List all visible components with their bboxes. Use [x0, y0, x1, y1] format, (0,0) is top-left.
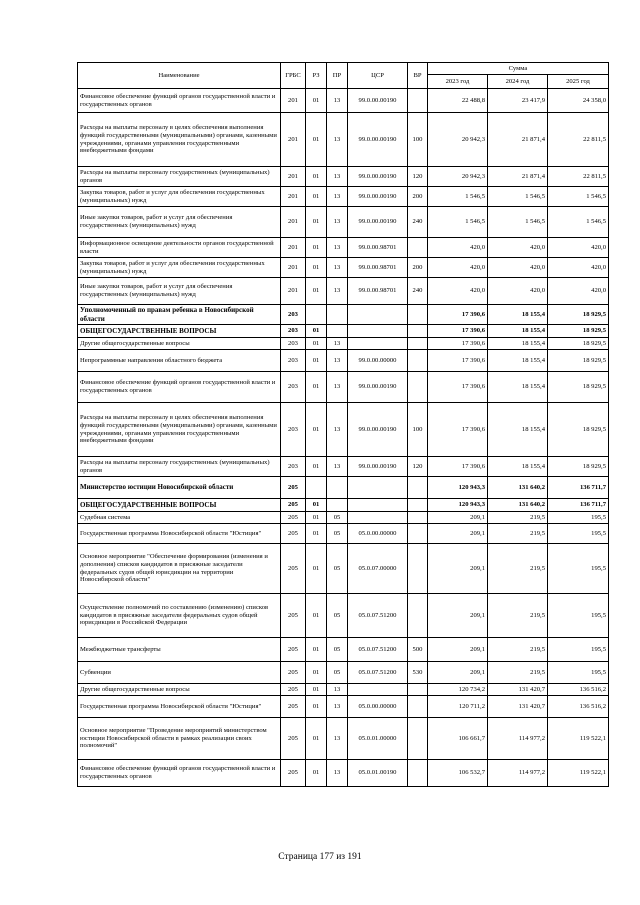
table-row: [78, 457, 609, 477]
cell-sum-2023: 17 390,6: [428, 338, 488, 350]
cell-csr: 05.0.00.00000: [348, 696, 408, 718]
table-row: [78, 684, 609, 696]
cell-sum-2024: 219,5: [488, 512, 548, 524]
table-row: [78, 760, 609, 787]
cell-csr: 99.0.00.00190: [348, 207, 408, 238]
cell-grbs: 201: [281, 278, 306, 305]
cell-rz: 01: [306, 89, 327, 113]
cell-sum-2023: 1 546,5: [428, 207, 488, 238]
cell-sum-2023: 1 546,5: [428, 187, 488, 207]
cell-name: Межбюджетные трансферты: [78, 638, 281, 662]
cell-grbs: 205: [281, 760, 306, 787]
cell-csr: [348, 499, 408, 512]
cell-pr: [327, 325, 348, 338]
cell-sum-2023: 120 943,3: [428, 499, 488, 512]
cell-vr: [408, 238, 428, 258]
cell-vr: 120: [408, 167, 428, 187]
cell-name: Судебная система: [78, 512, 281, 524]
cell-vr: [408, 684, 428, 696]
cell-vr: [408, 696, 428, 718]
table-row: [78, 544, 609, 594]
table-row: [78, 305, 609, 325]
cell-rz: 01: [306, 696, 327, 718]
cell-sum-2024: 131 640,2: [488, 499, 548, 512]
cell-rz: 01: [306, 350, 327, 372]
cell-pr: [327, 499, 348, 512]
table-row: [78, 187, 609, 207]
cell-csr: [348, 305, 408, 325]
table-body: [78, 89, 609, 787]
cell-sum-2023: 17 390,6: [428, 350, 488, 372]
cell-rz: 01: [306, 403, 327, 457]
cell-sum-2025: 1 546,5: [548, 187, 609, 207]
cell-sum-2024: 219,5: [488, 638, 548, 662]
cell-sum-2023: 20 942,3: [428, 167, 488, 187]
cell-vr: [408, 372, 428, 403]
table-row: [78, 238, 609, 258]
cell-pr: 13: [327, 403, 348, 457]
cell-sum-2025: 195,5: [548, 524, 609, 544]
cell-name: Расходы на выплаты персоналу государственных (муниципальных) органов: [78, 457, 281, 477]
cell-grbs: 205: [281, 544, 306, 594]
table-row: [78, 350, 609, 372]
cell-sum-2025: 195,5: [548, 512, 609, 524]
cell-grbs: 203: [281, 305, 306, 325]
cell-grbs: 205: [281, 512, 306, 524]
cell-name: Государственная программа Новосибирской области "Юстиция": [78, 524, 281, 544]
cell-vr: 100: [408, 113, 428, 167]
cell-sum-2023: 17 390,6: [428, 403, 488, 457]
header-sum: Сумма: [428, 63, 609, 75]
cell-sum-2023: 22 488,8: [428, 89, 488, 113]
table-row: [78, 638, 609, 662]
cell-grbs: 205: [281, 594, 306, 638]
cell-csr: [348, 684, 408, 696]
cell-sum-2025: 195,5: [548, 544, 609, 594]
cell-name: Другие общегосударственные вопросы: [78, 684, 281, 696]
cell-name: Закупка товаров, работ и услуг для обеспечения государственных (муниципальных) нужд: [78, 258, 281, 278]
cell-sum-2025: 22 811,5: [548, 113, 609, 167]
cell-name: Осуществление полномочий по составлению (изменению) списков кандидатов в присяжные заседатели федеральных судов общей юрисдикции в Российской Федерации: [78, 594, 281, 638]
cell-sum-2024: 18 155,4: [488, 325, 548, 338]
cell-grbs: 205: [281, 477, 306, 499]
cell-grbs: 201: [281, 113, 306, 167]
cell-csr: 99.0.00.00190: [348, 372, 408, 403]
cell-pr: [327, 305, 348, 325]
cell-sum-2024: 219,5: [488, 662, 548, 684]
cell-rz: 01: [306, 258, 327, 278]
cell-name: Непрограммные направления областного бюджета: [78, 350, 281, 372]
cell-rz: 01: [306, 544, 327, 594]
cell-name: Закупка товаров, работ и услуг для обеспечения государственных (муниципальных) нужд: [78, 187, 281, 207]
cell-pr: 13: [327, 760, 348, 787]
cell-vr: [408, 350, 428, 372]
cell-pr: 05: [327, 594, 348, 638]
cell-csr: 99.0.00.98701: [348, 258, 408, 278]
cell-pr: 05: [327, 662, 348, 684]
cell-csr: [348, 338, 408, 350]
cell-vr: [408, 512, 428, 524]
cell-vr: [408, 718, 428, 760]
table-row: [78, 372, 609, 403]
cell-grbs: 205: [281, 718, 306, 760]
cell-pr: 13: [327, 113, 348, 167]
cell-grbs: 203: [281, 372, 306, 403]
cell-name: Субвенции: [78, 662, 281, 684]
cell-vr: 240: [408, 207, 428, 238]
cell-sum-2024: 420,0: [488, 278, 548, 305]
table-row: [78, 512, 609, 524]
cell-sum-2024: 114 977,2: [488, 760, 548, 787]
cell-name: Другие общегосударственные вопросы: [78, 338, 281, 350]
cell-rz: 01: [306, 187, 327, 207]
cell-name: Финансовое обеспечение функций органов государственной власти и государственных органов: [78, 760, 281, 787]
cell-rz: 01: [306, 684, 327, 696]
cell-pr: [327, 477, 348, 499]
cell-sum-2024: 420,0: [488, 238, 548, 258]
header-year-2023: 2023 год: [428, 75, 488, 89]
cell-sum-2023: 420,0: [428, 258, 488, 278]
cell-sum-2024: 21 871,4: [488, 167, 548, 187]
cell-sum-2025: 420,0: [548, 258, 609, 278]
cell-vr: [408, 89, 428, 113]
header-csr: ЦСР: [348, 63, 408, 89]
cell-csr: 99.0.00.00190: [348, 187, 408, 207]
cell-pr: 13: [327, 278, 348, 305]
cell-vr: 120: [408, 457, 428, 477]
cell-name: Финансовое обеспечение функций органов государственной власти и государственных органов: [78, 372, 281, 403]
cell-rz: 01: [306, 718, 327, 760]
cell-sum-2023: 209,1: [428, 594, 488, 638]
cell-sum-2025: 1 546,5: [548, 207, 609, 238]
cell-csr: 05.0.07.51200: [348, 594, 408, 638]
cell-pr: 05: [327, 638, 348, 662]
cell-grbs: 203: [281, 350, 306, 372]
page-number: Страница 177 из 191: [278, 852, 362, 862]
cell-vr: 200: [408, 187, 428, 207]
header-name: Наименование: [78, 63, 281, 89]
cell-sum-2025: 420,0: [548, 238, 609, 258]
cell-rz: 01: [306, 499, 327, 512]
cell-vr: 500: [408, 638, 428, 662]
cell-sum-2024: 18 155,4: [488, 372, 548, 403]
cell-sum-2025: 136 516,2: [548, 696, 609, 718]
cell-sum-2024: 21 871,4: [488, 113, 548, 167]
cell-rz: 01: [306, 113, 327, 167]
header-year-2024: 2024 год: [488, 75, 548, 89]
table-row: [78, 167, 609, 187]
cell-csr: 99.0.00.00190: [348, 167, 408, 187]
cell-sum-2023: 120 943,3: [428, 477, 488, 499]
table-row: [78, 403, 609, 457]
cell-sum-2023: 209,1: [428, 638, 488, 662]
cell-csr: 99.0.00.00190: [348, 457, 408, 477]
cell-sum-2024: 219,5: [488, 544, 548, 594]
cell-vr: [408, 305, 428, 325]
cell-rz: 01: [306, 594, 327, 638]
cell-csr: 99.0.00.98701: [348, 278, 408, 305]
cell-rz: 01: [306, 662, 327, 684]
cell-csr: [348, 512, 408, 524]
cell-sum-2024: 420,0: [488, 258, 548, 278]
table-row: [78, 662, 609, 684]
cell-sum-2025: 18 929,5: [548, 325, 609, 338]
cell-csr: 99.0.00.98701: [348, 238, 408, 258]
cell-csr: 99.0.00.00190: [348, 89, 408, 113]
cell-sum-2023: 120 711,2: [428, 696, 488, 718]
cell-sum-2025: 18 929,5: [548, 305, 609, 325]
cell-vr: [408, 544, 428, 594]
cell-name: Уполномоченный по правам ребенка в Новосибирской области: [78, 305, 281, 325]
cell-sum-2023: 209,1: [428, 512, 488, 524]
cell-sum-2025: 24 358,0: [548, 89, 609, 113]
cell-grbs: 203: [281, 338, 306, 350]
cell-rz: [306, 477, 327, 499]
header-year-2025: 2025 год: [548, 75, 609, 89]
header-pr: ПР: [327, 63, 348, 89]
cell-csr: [348, 477, 408, 499]
cell-sum-2025: 18 929,5: [548, 372, 609, 403]
cell-grbs: 205: [281, 684, 306, 696]
cell-sum-2023: 17 390,6: [428, 325, 488, 338]
cell-vr: [408, 338, 428, 350]
cell-grbs: 205: [281, 524, 306, 544]
cell-sum-2024: 1 546,5: [488, 207, 548, 238]
cell-sum-2025: 18 929,5: [548, 403, 609, 457]
cell-csr: 05.0.07.51200: [348, 638, 408, 662]
cell-sum-2025: 22 811,5: [548, 167, 609, 187]
cell-grbs: 205: [281, 638, 306, 662]
cell-rz: 01: [306, 457, 327, 477]
cell-sum-2024: 131 420,7: [488, 696, 548, 718]
cell-sum-2025: 195,5: [548, 638, 609, 662]
cell-rz: 01: [306, 238, 327, 258]
cell-pr: 13: [327, 207, 348, 238]
cell-name: Информационное освещение деятельности органов государственной власти: [78, 238, 281, 258]
cell-csr: [348, 325, 408, 338]
cell-rz: 01: [306, 338, 327, 350]
cell-name: Расходы на выплаты персоналу государственных (муниципальных) органов: [78, 167, 281, 187]
cell-vr: [408, 499, 428, 512]
cell-sum-2023: 209,1: [428, 524, 488, 544]
cell-vr: 240: [408, 278, 428, 305]
cell-pr: 13: [327, 696, 348, 718]
cell-sum-2024: 18 155,4: [488, 457, 548, 477]
cell-csr: 05.0.07.51200: [348, 662, 408, 684]
cell-name: Основное мероприятие "Обеспечение формирования (изменения и дополнения) списков кандидатов в присяжные заседатели федеральных судов общей юрисдикции на территории Новосибирской области": [78, 544, 281, 594]
cell-sum-2025: 136 711,7: [548, 477, 609, 499]
cell-sum-2023: 120 734,2: [428, 684, 488, 696]
cell-csr: 05.0.00.00000: [348, 524, 408, 544]
cell-grbs: 205: [281, 499, 306, 512]
header-rz: РЗ: [306, 63, 327, 89]
budget-table: [77, 62, 609, 787]
cell-sum-2024: 219,5: [488, 524, 548, 544]
cell-pr: 05: [327, 524, 348, 544]
cell-sum-2025: 420,0: [548, 278, 609, 305]
cell-sum-2024: 131 640,2: [488, 477, 548, 499]
cell-grbs: 203: [281, 457, 306, 477]
cell-name: Государственная программа Новосибирской области "Юстиция": [78, 696, 281, 718]
cell-pr: 05: [327, 512, 348, 524]
cell-sum-2023: 17 390,6: [428, 305, 488, 325]
cell-name: ОБЩЕГОСУДАРСТВЕННЫЕ ВОПРОСЫ: [78, 499, 281, 512]
cell-sum-2025: 119 522,1: [548, 718, 609, 760]
cell-sum-2025: 18 929,5: [548, 350, 609, 372]
cell-sum-2025: 18 929,5: [548, 338, 609, 350]
cell-rz: 01: [306, 372, 327, 403]
cell-sum-2023: 420,0: [428, 278, 488, 305]
table-row: [78, 338, 609, 350]
cell-pr: 13: [327, 187, 348, 207]
cell-vr: [408, 325, 428, 338]
cell-csr: 99.0.00.00190: [348, 403, 408, 457]
cell-sum-2023: 420,0: [428, 238, 488, 258]
cell-csr: 05.0.07.00000: [348, 544, 408, 594]
table-row: [78, 278, 609, 305]
cell-name: Расходы на выплаты персоналу в целях обеспечения выполнения функций государственными (муниципальными) органами, казенными учреждениями, органами управления государственными внебюджетными фондами: [78, 113, 281, 167]
cell-csr: 05.0.01.00190: [348, 760, 408, 787]
cell-pr: 13: [327, 338, 348, 350]
cell-grbs: 201: [281, 187, 306, 207]
table-row: [78, 477, 609, 499]
cell-pr: 13: [327, 167, 348, 187]
cell-pr: 13: [327, 238, 348, 258]
table-row: [78, 89, 609, 113]
cell-grbs: 201: [281, 258, 306, 278]
cell-sum-2025: 195,5: [548, 662, 609, 684]
cell-sum-2023: 106 532,7: [428, 760, 488, 787]
cell-rz: 01: [306, 207, 327, 238]
cell-vr: [408, 760, 428, 787]
table-row: [78, 258, 609, 278]
cell-sum-2023: 209,1: [428, 544, 488, 594]
cell-sum-2024: 23 417,9: [488, 89, 548, 113]
cell-rz: [306, 305, 327, 325]
cell-grbs: 201: [281, 167, 306, 187]
cell-sum-2025: 136 516,2: [548, 684, 609, 696]
cell-name: Министерство юстиции Новосибирской области: [78, 477, 281, 499]
cell-pr: 13: [327, 718, 348, 760]
cell-grbs: 205: [281, 696, 306, 718]
cell-sum-2025: 195,5: [548, 594, 609, 638]
cell-csr: 05.0.01.00000: [348, 718, 408, 760]
cell-rz: 01: [306, 278, 327, 305]
table-row: [78, 113, 609, 167]
cell-pr: 13: [327, 372, 348, 403]
cell-sum-2023: 209,1: [428, 662, 488, 684]
cell-rz: 01: [306, 512, 327, 524]
table-row: [78, 207, 609, 238]
cell-sum-2023: 106 661,7: [428, 718, 488, 760]
cell-sum-2024: 18 155,4: [488, 350, 548, 372]
cell-grbs: 205: [281, 662, 306, 684]
cell-sum-2024: 114 977,2: [488, 718, 548, 760]
cell-csr: 99.0.00.00190: [348, 113, 408, 167]
cell-sum-2024: 18 155,4: [488, 305, 548, 325]
header-vr: ВР: [408, 63, 428, 89]
cell-vr: [408, 594, 428, 638]
cell-vr: [408, 524, 428, 544]
cell-sum-2024: 18 155,4: [488, 403, 548, 457]
cell-sum-2025: 136 711,7: [548, 499, 609, 512]
cell-pr: 13: [327, 258, 348, 278]
cell-sum-2024: 1 546,5: [488, 187, 548, 207]
cell-rz: 01: [306, 760, 327, 787]
cell-vr: 100: [408, 403, 428, 457]
cell-sum-2025: 119 522,1: [548, 760, 609, 787]
cell-name: ОБЩЕГОСУДАРСТВЕННЫЕ ВОПРОСЫ: [78, 325, 281, 338]
cell-name: Основное мероприятие "Проведение мероприятий министерством юстиции Новосибирской области в рамках реализации своих полномочий": [78, 718, 281, 760]
cell-vr: 530: [408, 662, 428, 684]
cell-rz: 01: [306, 325, 327, 338]
cell-sum-2024: 219,5: [488, 594, 548, 638]
cell-name: Иные закупки товаров, работ и услуг для обеспечения государственных (муниципальных) нужд: [78, 207, 281, 238]
cell-pr: 13: [327, 684, 348, 696]
cell-vr: 200: [408, 258, 428, 278]
cell-vr: [408, 477, 428, 499]
cell-grbs: 201: [281, 207, 306, 238]
cell-grbs: 203: [281, 325, 306, 338]
cell-pr: 13: [327, 457, 348, 477]
cell-name: Иные закупки товаров, работ и услуг для обеспечения государственных (муниципальных) нужд: [78, 278, 281, 305]
cell-sum-2023: 20 942,3: [428, 113, 488, 167]
cell-rz: 01: [306, 524, 327, 544]
cell-rz: 01: [306, 167, 327, 187]
cell-sum-2025: 18 929,5: [548, 457, 609, 477]
cell-pr: 13: [327, 350, 348, 372]
table-row: [78, 696, 609, 718]
table-row: [78, 524, 609, 544]
cell-grbs: 203: [281, 403, 306, 457]
cell-grbs: 201: [281, 89, 306, 113]
table-row: [78, 594, 609, 638]
cell-sum-2023: 17 390,6: [428, 372, 488, 403]
cell-sum-2023: 17 390,6: [428, 457, 488, 477]
cell-pr: 13: [327, 89, 348, 113]
table-row: [78, 325, 609, 338]
cell-sum-2024: 131 420,7: [488, 684, 548, 696]
cell-csr: 99.0.00.00000: [348, 350, 408, 372]
table-row: [78, 499, 609, 512]
cell-rz: 01: [306, 638, 327, 662]
cell-grbs: 201: [281, 238, 306, 258]
cell-pr: 05: [327, 544, 348, 594]
header-grbs: ГРБС: [281, 63, 306, 89]
cell-name: Расходы на выплаты персоналу в целях обеспечения выполнения функций государственными (муниципальными) органами, казенными учреждениями, органами управления государственными внебюджетными фондами: [78, 403, 281, 457]
cell-name: Финансовое обеспечение функций органов государственной власти и государственных органов: [78, 89, 281, 113]
cell-sum-2024: 18 155,4: [488, 338, 548, 350]
table-row: [78, 718, 609, 760]
